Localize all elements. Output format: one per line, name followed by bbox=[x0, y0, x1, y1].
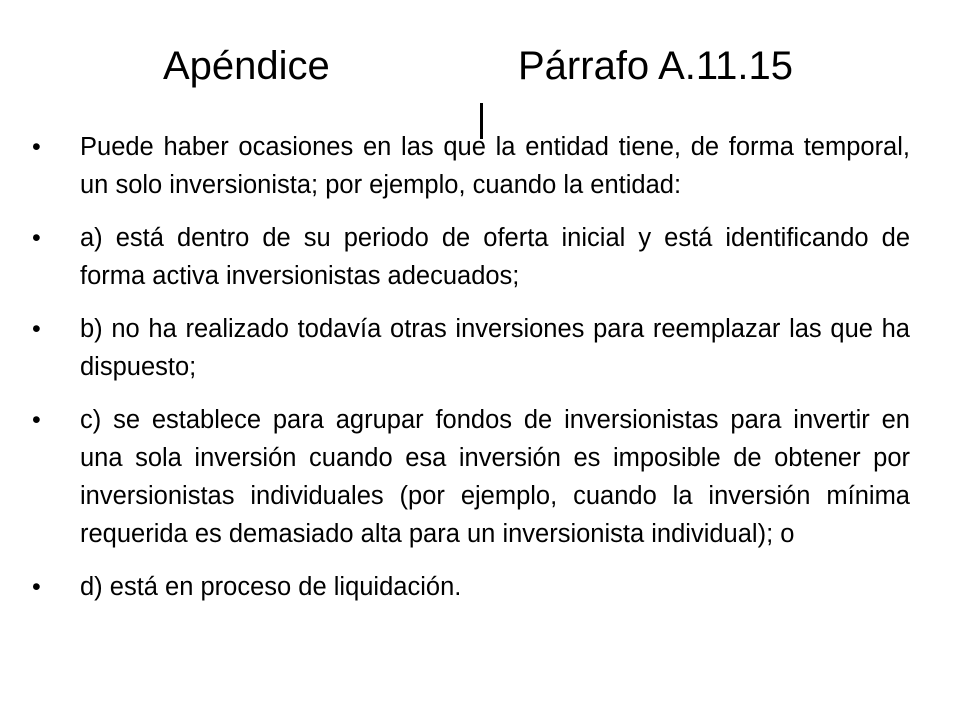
bullet-icon: • bbox=[32, 406, 41, 434]
bullet-item-b bbox=[32, 310, 910, 386]
title-paragraph-ref: Párrafo A.11.15 bbox=[518, 44, 793, 88]
bullet-text: Puede haber ocasiones en las que la entidad tiene, de forma temporal, un solo inversionista; por ejemplo, cuando la entidad: bbox=[80, 133, 910, 199]
slide-title bbox=[0, 36, 960, 96]
bullet-text: a) está dentro de su periodo de oferta inicial y está identificando de forma activa inversionistas adecuados; bbox=[80, 224, 910, 290]
bullet-list bbox=[32, 128, 910, 621]
bullet-icon: • bbox=[32, 133, 41, 161]
bullet-icon: • bbox=[32, 573, 41, 601]
bullet-icon: • bbox=[32, 224, 41, 252]
bullet-text: c) se establece para agrupar fondos de inversionistas para invertir en una sola inversión cuando esa inversión es imposible de obtener por inversionistas individuales (por ejemplo, cuando la inversión mínima requerida es demasiado alta para un inversionista individual); o bbox=[80, 406, 910, 548]
bullet-icon: • bbox=[32, 315, 41, 343]
bullet-item-d bbox=[32, 568, 910, 606]
bullet-text: d) está en proceso de liquidación. bbox=[80, 573, 462, 601]
bullet-item-c bbox=[32, 401, 910, 553]
bullet-item-a bbox=[32, 219, 910, 295]
bullet-item-intro bbox=[32, 128, 910, 204]
title-appendix: Apéndice bbox=[163, 44, 330, 88]
bullet-text: b) no ha realizado todavía otras inversiones para reemplazar las que ha dispuesto; bbox=[80, 315, 910, 381]
